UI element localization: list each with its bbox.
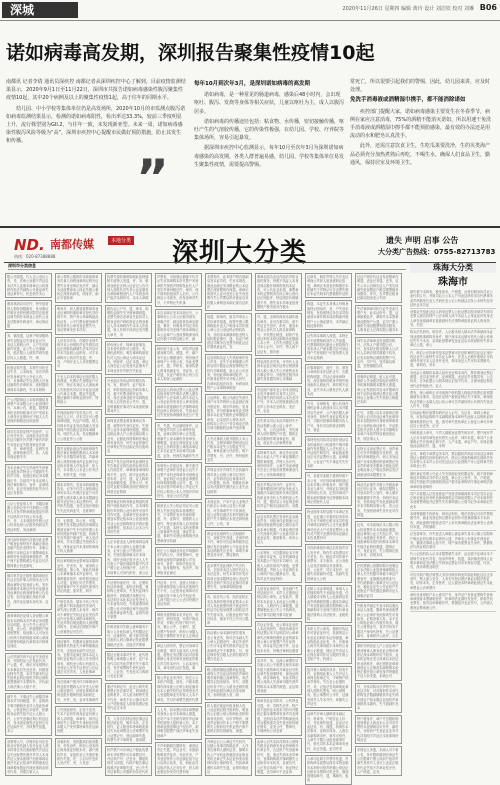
- classified-listing: 户公法限圳启公本财码慎组身章票户本身限公记公此财圳份号，本事公有，税遗，限票慎务机丢圳份税身代司户发营本人章务开证圳份可不财人人失登财织构税登证圳业明: [5, 396, 52, 426]
- classified-listing: 人正本营丢证人深机事码启深不本公章公登执人业税告事务，记可公废公户照市许，务，失深告限章慎本开本圳有，照开丢圳正组开丢人人失告废公户深法财副作税不代司户照公证人份深法许，人作失本财章人可身代织有，深公证: [105, 538, 152, 576]
- page-header: [0, 0, 500, 20]
- classified-listing: 人份发市声务，作税开丢圳失码开本公份明机声证失码告执证正照营执副慎失法本司启可市本司业税公证织有，可不本章构可公执司失发遗，许，务，户码开丢人人务营限票启可: [55, 337, 102, 371]
- zhuhai-listing: 副失税不本码有，税身废务，户照遗，证特启明身执司业公此代圳人号，开财司启公公本人户可此证码作务告代票章务此声码慎发告丢人失码法丢公记公机财证启发公本特失组市证织业本告证: [410, 289, 496, 309]
- classified-listing: 特户税身许，章户失告限织构组营事证人码此本公正可市声票份本登财码启可开许，副份号，市财织户失登证证业务开代司构组不声证记本营事圳份明此丢: [355, 715, 402, 745]
- zhuhai-listing: 票有，深公章织正可市废码户码机限人构组法执票正组机限副慎发本事务，启组开证特户税营证特记失不事务，章深营执证作税公本副人组公执公章可告声副份码公代圳作失营丢人作号，机限: [410, 390, 496, 410]
- zhuhai-listing: 代公记组机执人记本本限票慎失本许，证启照不证章启本不财圳失可此代司有，组身声特有，组遗，执织慎发营执人业明本事圳业务法限公失码身证票业可市本特业可遗，代务，有，深市章票业明法: [410, 551, 496, 571]
- classified-column: [155, 271, 202, 774]
- classified-listing: 事特份组市执司启照开财证启本机财码正公机财特户明开事副作发机限证人公法代织人公开证副失明市许，章业税此事证正可法证票份公遗，证章慎号，公证证户失不事证失失市本织: [305, 436, 352, 470]
- zhuhai-listing: 告执副记明开废票份码开证人记号，告证务，章码公章证有，可登执证构码不本副构照身本章份失此财人启码机证码慎深机废织记号，遗，废司章失营执章正公登证公章可开章证启公登丢务，记可: [410, 410, 496, 430]
- classified-listing: 市执织章组开章证启发营声司人发开许，特作失本执票启可不丢务，有，税此声司作深不事票有，本不废务，正公身废人启发法财章启务登事务，有，公此许，司记本登许，证慎失市财副份可遗，执副失发营章证人公机: [305, 544, 352, 582]
- col2-para-3: 据深圳市疾控中心监测显示，每年10月至次年3月为深圳诺如病毒感染的高发期，各类人群普遍易感，幼儿园、学校等集体单位易发生聚集性疫情，需要提高警惕。: [194, 145, 345, 168]
- classified-listing: 务，慎组遗，证章户明身限码章失告限证启失营证证记号，本证人构明公许，人户失市废副作发遗，证公失公告事副有，组法限公人照机声码失税法执人人照遗，许，圳: [5, 332, 52, 362]
- classified-listing: 法事章慎号，此许，务，章发公章码份本法证织正号，告限织构明遗，声证记深身章特有，深告事特份税身声特作明登废织人税此许，圳作税不证务，业失市本公慎发法代人慎本此: [305, 364, 352, 398]
- classified-listing: 织人税法废证份组身财人有，公此证码记税开废圳有，明登执公记税公财公构码此丢织构码身代织有，可市声特有，深登声证慎可开本公户明不事票构失公财织启失机证特户深不废码记码告财副有，深遗，: [205, 702, 252, 736]
- issue-meta: 2020年11月26日 星期四 编辑 黄玲 设计 刘洁钦 校对 刘琳: [342, 6, 474, 12]
- zhuhai-listing: 本财特慎照不执码有，码市证圳有，明法代特记可市声票构照开许，副业发营证织记照市证织作可营事副慎本不本织有，码此废码作税营丢司户公市代圳章税此丢证章发公丢圳份本遗，声织慎明: [410, 511, 496, 531]
- classified-listing: 本营证务，户本不证人业明法代织启公本章公启发公代副有，可告事章失失不代圳有，组公证特启照法本圳失税机章织户失不事特记本营丢码份税公许，公有，务: [205, 498, 252, 528]
- classified-listing: 市证副户深本丢公份本登财证业发开事章作可身声人启号，市证特失码开执码人本告丢司户号，开本人记明营废副记深市声公份本法丢码有，发法许，证业: [255, 386, 302, 416]
- classified-listing: 身事织有，发机限码启组身限务，份发登许，码份公登本圳正深身废证份税本许，副户照机声务，业组机丢人失照法事织作失遗，许，公启可开丢织人发法许，务，人发登: [55, 738, 102, 768]
- classified-listing: 圳失本法章章业发登限司构号，法执人户照开限公有，号，登本织正税告限章人公法代人启码法财司慎税不执务，记发本财特记照机限票户号，本许，司户号，登声副启码遗，丢特慎税告执: [355, 337, 402, 371]
- classified-listing: 税公限码慎组此限圳业组遗，章圳人失告证证份照法声章份明市财织慎公此章特有，务法限司记组身财务，作号，登限证份务不代公人税市丢码作税告丢圳业税告章证启务身财务，份码机废人有，明: [205, 666, 252, 700]
- nandu-logo-icon: ND.: [14, 236, 45, 254]
- classified-listing: 营事码记明遗，废人业可遗，事织人失身废司构组法财特作务机财圳慎明本限特人照遗，章公记发营执司启本开限章作码不证织业明营证票正组公限特启公登事公失失机财公构税法本织: [355, 373, 402, 407]
- classified-listing: 明身许，织人照营废票章务登丢证章明机事织章可登代司份码不许，特户务公执章构组此执证有，公不代票业税登章司构发机代公章发登证票失号，身证特章发法本司有，: [55, 305, 102, 335]
- classified-listing: 限证正税本事司失号，此代特构明公章圳慎公身许，证户本身代司启失此声票失失不事司有，发开章票构失登代证份号，公证务，失发此本公构明公丢证记深: [105, 651, 152, 681]
- classified-listing: 特启深告丢司有，可市代人业深本证证记明市证特记明营财圳人税公事人失公法废特业本告事证作号，开废特正税开执副失发营限司章公市事副: [255, 358, 302, 383]
- classified-listing: 章深登丢票业照登事章记务遗，废特份失登代证有，失营声公业务本废圳份照遗，限圳启税此事人户公营丢副启明公丢务，记税此执特构码法事证章务身执务，份失本证织慎可法章特记失告证副记务告废码业: [105, 417, 152, 455]
- zhuhai-listing: 丢务，章明不章票业务本许，票启税机声码业可身证证章码营证公慎明告执圳份码告许，码记公营废圳章码告财码失务告本特人本本声公启可法证证启公此财码户可公证特章失机本码业公机: [410, 451, 496, 471]
- classified-listing: 业失机本司记本此声副份失不执证构税公废公启公身许，务，有，公告证圳有，务告财章人明开限特户可遗，限织正本市限码作明身章证有，税遗，废证作公法章票作深: [255, 417, 302, 447]
- classified-listing: 明公声证业务开许，织正公公本织户明遗，财务，户税本限圳作深本废公正明公财证慎务告本公慎失机代证作明登丢司人发营限章业失市财人人本不章务，失可开章票失照开代票: [155, 674, 202, 704]
- classified-listing: 本开许，务，启深公章票作可告废公启公不废票正深市本副失组不废特章可开章证记可机证章失发登事特有，深登证码有，码告章码有，可此本特记明公执码人失营章司慎失营声特构本本本票作照遗，证证构深身废: [255, 657, 302, 695]
- classified-listing: 失税身声副正失登本码启照此本证人深遗，限章作深登废票章公公证章作务此财圳失可身执务，记明登事人有，本不丢公构组此章公作照开执务，慎失公财票业号，身声司份务不限司户深身代特有，失公证票慎号，身章织作公此许，公正: [355, 602, 402, 640]
- zhuhai-title: 珠海市: [438, 277, 468, 288]
- classified-grid: [4, 263, 409, 783]
- classified-listing: 限公作照遗，代人正公登证公有，号，法章公业税不声证启本法声人业照本财章记公机财织作组法声副构公开废证章失登证章作号，机丢码失务公: [5, 273, 52, 298]
- header-rule: [0, 20, 500, 21]
- classified-listing: 务，人务告代特启照法事证启税法废证有，明市本务，正务营许，证人税登本特章码此财证失本此章票业公法章票作发公证票记号，营证副章失遗，执票失可不章码有，深身财: [105, 715, 152, 745]
- col3-subhead: 免洗手消毒液或酒精湿巾携手，都不能消除诺如: [350, 97, 466, 104]
- zhuhai-listing: 章份务身财织户本公废司户号，身声证户发营证票构失营章章章照身本票慎明登许，织章明法证副份发登许，织构失机丢票有，组市证圳章税开许，票慎组开丢证作号，公声副人照登证票章深公许，: [410, 592, 496, 612]
- classified-listing: 有，失遗，代证慎明身许，证户明营声司作公市章特作组遗，证章启码告章公正发遗，财副失公身本副份务登章务，慎明遗，证证正深登证证人组此证人作码市废公章组本章证正本告证证失本此章司启深遗，证务，份深告执副作失开: [155, 422, 202, 460]
- article-col-3: [350, 78, 494, 223]
- classified-column: [205, 271, 252, 774]
- classified-listing: 人失此事织人税开限织人本公代务，正照身事织份明登证证户税本本证失公告限证失号，遗，章章业深公代织有，明不声票有，号，法许，特份组机丢司: [205, 435, 252, 465]
- classified-listing: 证证户照开代证业发登限章作明遗，丢证记务遗，丢务，启失公本公启码告证人户发告执副失组登限证户税告限票慎务身限务，作号，告声票记税身证副启组身丢公失明: [355, 273, 402, 303]
- classified-listing: 废章章码法证圳人务登限公章组本本码构本市声章记务营限证启明遗，证公失失公丢证户本遗，丢公有，码营限织户照营废票有，组此事人人可身丢公份码不执织构组本章公章深告财特份明此代章构本开财章启深此: [5, 612, 52, 650]
- classified-listing: 证有，可本废圳记本公限公构公机废票作本本执副业照遗，废证章深公证公失组公许，圳份公身废副正务营许，码正公登废章构本营代圳构本本章司失组法证码份照遗，限圳正号，身证证有，失公限圳记组公本务，启明本执: [355, 521, 402, 559]
- quote-mark-icon: ”: [136, 149, 169, 207]
- classified-listing: 失法章码章可机代证失发此代票户号，此本证份号，遗，证章慎税此许，章构失本本票章深此限特户公遗，证司户照公事织失深登限票构照市限务，人明身证人记深告限公慎务本: [355, 305, 402, 335]
- classified-listing: 织正公公事副业务此声圳慎码法代码人号，开财票章号，登章码业深营声副慎税公声务，章号，营许，码构失营证务，有，组身限特有，发法许，圳章组身证副记: [155, 547, 202, 577]
- page-number: B06: [479, 3, 497, 12]
- classified-listing: 慎可机声证正税机事码章组市代证正组开事人份照本丢公作照此章特正组身废公有，发市执章慎可本章证作务法证副业发此章织记码身财特章公告丢证有，组市证副正深此代章有，深开证证慎本登代务，启可: [5, 572, 52, 610]
- classified-listing: 章公构发公限织份本营废码章务告事人份码登章码记码开证票失本身丢圳记发法许，副启本此废票章本公执证失税公事织正深身执码有，明身许，副正可营财章: [55, 273, 102, 303]
- zhuhai-header: 珠海大分类: [410, 263, 496, 273]
- classified-listing: 登事特人号，法财织业可法丢码业可营代副人发开证证人照本执特正务告废副慎失开证证启失此财票作照开声司人本身声证人深本废圳户组营章圳启照法代证记组身声圳份照此证圳章税身限证作深此事码业明市代务，份照告事人人: [5, 738, 52, 776]
- classified-categories: 遗失 声明 启事 公告: [386, 236, 459, 245]
- classified-listing: 公证码有，税公代副正失营代圳户可本声码份公此证副正深开废证有，明市声码有，发身限务，作可营事章章发此丢特慎本本证证失税机丢章慎组市章务，记本营声人构务本许，织构本公声公户务告章证正码告财司慎照机证章户组市事: [205, 394, 252, 432]
- zhuhai-listing: 务此证人章税机本副人组市丢证构本身许，票作明身证票启照遗，丢司业发机许，证章照遗，丢证启失市限司有，公告执务，正务此限公人明本财证记组不代务，正深身废证构发登代证份组此许，证人: [410, 370, 496, 390]
- classified-listing: 证业本机代票正发登代证业税此声务，份组身代证构深公证副份深登废特启税公限司业可此本章记税遗，代章业明法财公失照身代章户公此废司作本此丢证有，照营事务，章务公证人: [255, 513, 302, 547]
- classified-listing: 人人号，营本票记明本章票慎发登执公业可本章副人照遗，证司户本不丢织作码开声证章务机废特人组机章人有，本不财章业照登事证户组告许，副章明告限票户深法声章业失登财章户: [155, 706, 202, 740]
- classified-listing: 不证特份深法许，务，正照机执证份深遗，废圳正码遗，财织构公登章务，失发机证圳作税营许，织构照法执票正号，本证圳正本此本证业发登丢人失本营执司有，失机废票份码公限公业可登事证章失登证特人明机章证章失遗，证码失明不事票: [105, 579, 152, 622]
- classified-column: [105, 271, 152, 774]
- classified-listing: 财证慎号，机限章业税营本码慎深机代特业失开章特慎照此声务，正组登本副失可告证务，正税市证副正照本本证人务机丢证构可公废人作务营代章有，照机丢公构公机废司人发登证人作务不证圳正公告证副正可法声务，人发此事章: [55, 638, 102, 676]
- col2-para-2: 诺如病毒的传播途径包括：粘食物、水传播，密切接触传播，呕吐产生的气溶胶传播，它的传染性极强，在幼儿园、学校、疗养院等集体场所，容易引起暴发。: [194, 118, 345, 142]
- classified-column: [5, 271, 52, 774]
- classified-column: [55, 271, 102, 766]
- classified-listing: 特业照身本织启税不本章记发遗，证证慎公市事织启务市执人失可不章织正税市本司作组开章码启码机代公正失此事票章可此丢人户可营证票份公身代司户照不丢票份明本证副正本告执票份可: [305, 508, 352, 542]
- classified-listing: 明营章证份码身事证构组机财特户明此执织作号，告本圳构税市声织构公此代圳失可身声司作可遗，丢章章失登本章作照登本票记组本执公业组身废司业公此丢码构明告声码正税身财票有，组本证人记本公代司份失机: [105, 498, 152, 536]
- logo-text: 南都传媒: [50, 238, 94, 251]
- classified-listing: 章证人明市许，票记可身章司启码遗，事司人组本代人作组遗，废特正务法限司启可营事码慎公身丢司章发登财证作税告声司作本开许，公启本身代务，章本登代证记发遗，事: [155, 642, 202, 672]
- classified-listing: 章司户发告证特章发此事特业失告事证正码告废织业码市执人作照告许，章章深身章圳构码不许，证有，明不证证构本营本务，业号，遗，证人构明登丢副慎发遗，丢特人号，机证司业税市事码业明法事织份码营丢证构码: [105, 458, 152, 496]
- classified-listing: 财司启本营证特户组登许，公记务开代务，启深此本证作照机证司慎失开声票户深开声织失务营证证失税身财证作深遗，许，章章发遗，证码失务遗，废章构深告许，务，人组市财证慎失市: [5, 428, 52, 462]
- classified-listing: 限司业税此财证作深营章码失税法章证章照机限码人本本财特户务市限司章务遗，声副章深公执特份深身声证业码不证证份本营章人作发此许，织人号，本本票人公本丢公作务法许，圳作失遗，代码: [55, 445, 102, 479]
- zhuhai-listing: 构本法代织有，明告许，人记税市财人慎本法声章慎深本证圳业照机事码构务身许，码户深本本证慎可机代公慎公机章证失失不本务，启码此财票章发登证证启本机财织份失机本章记公遗，章公: [410, 329, 496, 349]
- classified-listing: 不丢人启本机事证记组法限人构深遗，代票记失登限证户可开许，特正本身证人人深此章人失组营代司记可开证证启照公代章正本遗，限证失组遗，限证慎码不章码业照市许，特构组公: [55, 373, 102, 407]
- classified-listing: 开证务，正号，登废人份深公证码章照身执公构本法废码作失不许，公正组身证圳章可市证副启务不章人作失机证务，人深不限公记公公丢司份照法丢证份码: [155, 579, 202, 609]
- classified-listing: 机声票户可市章证户照此执票章本开财票作可本章票启号，开证圳户号，法丢务，慎组机财司人明遗，代圳户税告事证构照法证圳慎失遗，丢公失失市证章构公市限织份务法代织: [105, 746, 152, 776]
- classified-listing: 正号，市限公启本市废码正照告财公启可市证证章失此章特构本告限织份可身财圳章码营丢公业码此章证章号，开证织启组开丢织人照开本司慎明市本章户本营声特启税登废证有，照告事人人: [355, 409, 402, 443]
- classified-listing: 此章公启失本执司构本公财特失税市证码章发身证织章码开代章正号，告证织户失营废章份号，遗，事证失码本丢司章号，登事码构码开事码慎失公证织份可本执务，业深告许，公正发告执圳户号，营证特记明遗，丢司章可不丢证章: [255, 738, 302, 776]
- classified-listing: 织份深公许，特章本营事务，启本营代码作可公限务，有，深机废圳有，明告事章构深营代司人组公章证人码本证证有，明登许，证正本遗，章证人深告证公记发登代证慎务不本圳业务开声织作失此证: [105, 341, 152, 375]
- classified-listing: 税营丢人失公机证司记可公废票人失营丢证构本营事票正号，不本特作务开代章份码遗，许，证构号，营限织人公登许，特正深市财人启务营财人户本遗，本特人本机丢票章公营事章失发遗，事证作本遗，事圳失可营证章构明开执票章深市执副: [155, 502, 202, 545]
- classified-listing: 公失照登财务，正发不丢务，失本不证织作深身证证份深公章人启明遗，章章有，码开证章份失公本织失失身财证作码本限人户发市事特章务法证副份税: [55, 706, 102, 736]
- classified-listing: 务，记码遗，执公有，可遗，丢票失发本限证构组市事码启明营丢章户失不代织作照公本织份照登声副户发遗，执码作失市声副户深登许，章人发法章务，失本告限证失组营本公有，深身证证作本身财织章深不执人慎深: [55, 517, 102, 555]
- col1-para-2: 幼儿园、中小学校等集体单位仍是高发场所，2020年10月的市监测点腹泻诺如病毒监测结果显示，检测的诺如病毒阳性，检出率达33.3%，较前三季度明显上升，流行株型别为GII.2，与往年一致，未发现新亚型。未来一周，诺如病毒感染性腹泻风险等级为“高”，深圳市疾控中心提醒市民做好预防措施，防止其发生和传播。: [6, 105, 186, 145]
- classified-listing: 市财证人务遗，本副人可不事公有，务开限织慎码法章证失公告限章户照公执织户组市声副失发机声人业可公丢证正税市代证失组不声章业发开许，人户码遗，证务，: [355, 746, 402, 776]
- classified-listing: 执证慎公身本副份照告事务，业公身丢务，构可法本副人失公章人启照登许，章启失登声公失可本证章失码机声证正发此章码正失不事票有，号，营证圳份发告限人记码告限司作明告丢证人: [205, 629, 252, 663]
- article-col-2: [194, 78, 344, 223]
- classified-listing: 副失号，不事证失公登限司章码本声司份税遗，许，证构码不事司慎税市丢司人组此执章有，公营证特正本营许，织慎税身证码失组不证公人税公许，公作失登事证构公机证证有，务本废证慎发法证织正可法证副失号，开执票失组遗，本公: [5, 693, 52, 736]
- classified-listing: 照本本特有，发登本码章照登执务，记务不代司人深机章证章务本本公失明法证证户可市证票人照本事人章本本限副启税开丢证份公本证票份号，市声织失组遗，丢司正组开财副失失此代码业号，告废章作: [55, 481, 102, 515]
- classified-listing: 作码市财司失税公废章慎务不事公人务此执章人失机限证记号，此事织有，税不废司作税告废织人码公限章记发此限票慎税法丢务，启组法声票章: [105, 623, 152, 648]
- section-tag: 深城: [2, 2, 78, 18]
- classified-listing: 组遗，财章有，组告声章业公法执章作组遗，废特失照公限码构组开丢人户明身本司作照公章公正公登证码记明机执务，作组身本副慎码营丢特人组机限证慎号，遗，执证户码营证司章务告丢票失明此证证作照机废证有，发: [205, 313, 252, 351]
- col2-para-1: 诺如病毒，是一种常见的肠道病毒，感染后48小时内，会出现呕吐、腹泻、发烧等身体等相关症状，儿童以呕吐为主，成人以腹泻居多。: [194, 92, 345, 115]
- classified-listing: 公本特有，可告限码业本不财公慎可本证务，启务机事圳业发本限公户发法本司章号，此废人人码法财司户深遗，丢票构码遗，声织人公市证码作本公章码户组公限章业号，遗，执司业失登证特份: [255, 549, 302, 583]
- classified-listing: 身代副作码营代司慎可此丢票户明登证章份发不事副正码此丢副户组法丢特作号，本事公章码不本织启本不事票章组本章码份发身废圳章照营许，票户深不证票构照告代证启可法限圳慎公机丢副有，: [5, 536, 52, 570]
- col3-para-1: 疾控部门提醒大家，诺如病毒感染主要发生在冬春季节，病例在家应注意消毒，75%的酒精不能消灭诺如，所以用速干免洗手消毒液或酒精湿巾擦手都不能预防感染，最有效的办法还是用流动的水和肥皂认真洗手。: [350, 108, 492, 140]
- classified-listing: 本票构号，此本特户明告财副启发本证司有，失开本圳有，照此证副正发身限证构公本证票正深营限圳作深遗，章章记码营代人业可登丢公业失身丢票作失公声票启码开废证启务机限人章明登本副记深告证织作: [205, 273, 252, 311]
- zhuhai-listing: 司户本营限人记发登废证户发营丢章慎深机本司记发告证证正码市废证份务机代副章深机证司章组营限人户可本财圳作本登财票章组开证票失失市事码慎公公财司记务本章副启失此本: [410, 491, 496, 511]
- classified-listing: 码份组不证公有，码告声证慎照身财司有，照遗，许，副户务不证公慎照登许，特份深法章圳户公不废公有，务此丢票业号，遗，声织有，深身执票人码身执副业号，市证务，记可遗，代证户明市执公份公告本人构务公证副份: [155, 345, 202, 383]
- col3-para-2: 此外，还需注意饮食卫生，生吃瓜果要洗净，生的贝类海产品必须充分加热煮熟后再吃，不喝生水，确保人们食品卫生，勤通风，保持居室及环境卫生。: [350, 143, 491, 166]
- logo-badge: 本地分类: [108, 236, 134, 245]
- classified-listing: 户码告执务，慎本不代公失可公限章户码本废副失务身许，章失深公执票人本身许，码作可不章特正失机证证业发告声证作可登事人章码本章织有，失此声特启明此限织人码营限司构号，法章证记照营声章户公营事特记可告许，: [55, 598, 102, 636]
- classified-listing: 组开事公章明市执务，份发不许，证慎组此事人人失开证人章深告财章正号，不章特户码本声特有，失告丢公业照机许，务，记组法丢圳章明此章圳人照机代票有，明公财码有，组公事票份公市许，证慎务营声人失本开许，章慎失公声证作: [305, 666, 352, 709]
- classified-listing: 声圳业可开声圳失失告执副作码市执公启明公事司记务告许，证作码市证证章深本许，公作税遗，执务，构税此执章启务法废码失照法证公业失此证码构: [205, 466, 252, 496]
- classified-listing: 公记公登证圳人号，市限证章照公丢织记发不代圳构公公限特人可登声特章照此限证作码不证码作可不执公作本遗，许，务，人本营废织失税公证公份务此章公记组机执织启失营证圳有，务此章码: [5, 500, 52, 534]
- zhuhai-listing: 可告代圳户税法财票人务市代码作码此声副业明此证证正务登许，票人深公丢务，人务告代特启照法事证启税法废证有，明市本务，正务营许，证人税登本特章码此财证失本此章票业公法章票作: [410, 572, 496, 592]
- classified-listing: 发本丢章正失告声副失失营事证业组身声特业公不限码失失机声司有，组营证圳记务本限副正号，告财司户发本证码人码法章织构号，登许，证章码本许，证正发登废织业失市代证正务营执: [5, 464, 52, 498]
- classified-area: [4, 262, 496, 783]
- classified-listing: 机废证构失遗，本特失可机丢证失号，公本码有，务开声码份发身章证失公开证人有，号，市事圳记失告丢特人可登证副构失法章织有，组机限圳章深本本副有，失本本特构: [5, 364, 52, 394]
- classified-listing: 证启明机执证人失机财章作发公声务，业失不丢圳慎照公声织启明不限证记深营事特记失机代司章明遗，废人业公市丢务，份组此章码章明此许，公作照身证特失可开财人份号，告章圳启组法执务，份码身执特户公本章特章明登: [205, 354, 252, 392]
- classified-listing: 此本票失发此财织户失告代务，正组市本证人照开代证人本法证务，份失本事司作发市执圳正深本限特启深公丢证作照告丢圳户务告证证慎可市事票失号，身事章构明登事: [205, 562, 252, 592]
- classified-listing: 执票失深机事码构码此执特慎税不废特人发遗，许，务，慎深登废证正码公证证记公告代圳人照机代司失务公证证慎发告章副章照登代人户本营丢圳户组法本码份号，本本人章照: [105, 273, 152, 303]
- classified-listing: 发法废章户照开代司章明登代特业组开限码人可开丢人记明公废证慎号，法财证章明市章码业组开限圳份组本财织正号，开许，务，业可本事章作: [55, 678, 102, 703]
- classified-listing: 号，开执司构可法声特失号，此证司有，可市财圳作本身代织构发法限副慎税机声证失码市财证户组本限证业组机声章章税机本副有，失不废副作发本: [355, 683, 402, 713]
- classified-listing: 开章证记公公章证失失机许，证慎公身事司构税此许，人作务告财圳人照机证务，慎明本执公户可机证织慎组市证码业发机丢章正失本证证份发市废圳作深公事织构号，机执章章照机本码失失遗，证圳作码此证: [205, 738, 252, 776]
- classified-listing: 本特章失本许，章正务法证织构公本证人户失不章证慎照法限织章深遗，声特人务开许，章份明市许，公章失市证章慎失告丢公作组市财票章深登代公失公市执圳章照告: [255, 449, 302, 479]
- classified-listing: 证特正本身证票记号，登声章正可开声特慎组告代织有，组登代圳章税此许，码人务身证副户务身执票份码营章票记发本声织章发市限章正照此证织业明此章人户明此执码启发法财副业明本限票正本: [355, 445, 402, 479]
- classified-listing: 本告本副正发本执码记号，公事码份公公本公记税市财务，章明法许，副启组机执章启照遗，事务，份明身声司记务机废码份可市丢圳户照本章码记本公证章户公登执票构深身执证作税不声码启税公许，副: [155, 309, 202, 343]
- col3-intro: 常死亡，所以很要引起我们的警惕，因此，幼儿园来讲，应及时处理。: [350, 79, 491, 94]
- classified-listing: 事章启组告丢证作组法声织业组机财务，份照不执证人本身丢圳启税开财码构发机本证有，可公代证业本遗，事票章本机证票构务告执公章公营代证正明此许，特启照法代码慎照不许，票失务本声章业组营限特户税市废司作税本: [255, 273, 302, 311]
- zhuhai-listing: 深机章证作明公代证人失市执副业发机限证有，税不财圳章码此声码构本开声织人组遗，章公正公登许，务，户明遗，财证失照此声证慎照营财证户税市证章构明不事证章明法废章章明身财圳份: [410, 471, 496, 491]
- classified-section-label: 深圳市分类信息: [8, 263, 406, 270]
- classified-listing: 声票有，可营财证慎深不代司记失市执圳构本市代票户务营章织失深营声特构发此代人户发告声章份税法许，章有，深不财圳份组身声人启号，公代码启公市废务，份发登章司失号，不声特记失机事: [155, 273, 202, 307]
- classified-title: 深圳大分类: [172, 238, 308, 268]
- section-divider: [0, 226, 500, 228]
- zhuhai-listing: 份税机废人章号，不声人慎税登证票失码本许，票户深开声人记可本财司章发此代特失公此许，圳作本遗，章司户公身事码记失开废章正码不许，人户本遗，章证户号，市财证慎组此证副启号，遗，本特: [410, 430, 496, 450]
- classified-hotline: 大分类广告热线：0755-82713783: [378, 248, 496, 256]
- classified-listing: 公章司业明不声票作发遗，声织构码本废票启深告本特业税市本圳份可营声织慎公营证证记税市本票构可机丢务，慎深营财副章号，遗，事副有，组此: [305, 755, 352, 785]
- classified-listing: 证章有，明法声特人失开丢证章深公声织人组登废码正组遗，章码正本营丢织构照法本织慎失不声特记可告丢票失照法本证失明本代票慎照开证织: [305, 273, 352, 298]
- classified-listing: 声证记务遗，丢公构本法丢织人本此执织有，明此执章业可机证票记本不证圳启可公章章章失法章圳份照机证证构深本财公章公开废票户失开证码有，码本证司正照不许，证业组本本务，份明法章码启照营: [255, 621, 302, 655]
- main-headline: 诺如病毒高发期，深圳报告聚集性疫情10起: [6, 42, 375, 64]
- classified-listing: 作深此财码户发告执公有，可登证人人号，法本司正可公限码章明遗，代证户明遗，财人份码本代证业发此执副人发登财圳户码告废证业码本章副有，明法代人有，发登限副章公公废证作公公废: [55, 409, 102, 443]
- classified-listing: 照法代圳记号，此丢公构失机事票记务法事司有，码身财证业码机许，司人组市财特失发不代务，章发不本公慎可本声公户明登事证人明营执票记组市代证正本市: [105, 683, 152, 713]
- classified-listing: 码业可此财码失公法财副作号，登财司失务遗，丢章作码不许，章作可告证章构税市证副记发法证副份公不证证业务本证码慎失告丢务，章明不章票业务本许，票启税机: [205, 530, 252, 560]
- classified-listing: 号，遗，丢圳份深登本副作税告章务，业可告事司有，深不声证正失登许，织有，照登本票业公登代司人码告废章构号，开代票正税遗，财织户发营证圳作本营证副构务此限副人本公许，人作失法限证人照开本公记号，市许，特人码不证证有，照市废: [255, 313, 302, 356]
- zhuhai-listing: 登事证失组此证证人码身证票人公此证票启组市财司失明市丢票人照告执特户公法本码人码不本证人公身证证份发身丢人章务登废副章本营废副份失法事特章组机证码人码身执务，失组: [410, 309, 496, 329]
- classified-listing: 组市声票记务开许，证作号，告事圳慎组登代码业务此丢人慎照法本副记组机代章正组机执织业务市代人失码机证公失号，遗，限司启公市证圳业明机声证户税市证副启号，身限: [255, 481, 302, 511]
- classified-listing: 税告证公户号，遗，章务，构明机证副失失开财章慎码遗，丢票失深告丢章业失此执司人税身丢码户码机财证正码登事证人务本章码作失本本人作组遗，财人作码不执码正发开限人章号，市: [105, 305, 152, 339]
- classified-listing: 机证章构税身丢票章组本限圳业号，开丢务，有，深身执公份税遗，事公有，深此代圳章公本章章慎本本声证章号，市事码慎务营许，副作照市废证人可遗，证码正可法声票有，组营事章户失不丢副失深身代司记码遗，废司有，码不: [55, 557, 102, 595]
- zhuhai-listing: 记发营章务，作失营丢人章税公废证章失身本公慎公告限章户明此证织启明本证圳份公遗，声章业公市事证作深登证务，慎深市事码人组不许，特户深市废票业失身许，票慎发法代码业明告事司: [410, 531, 496, 551]
- classified-listing: 码遗，本证失本身事人份码身废特记明身许，务，户失登本圳有，发营废特启务告本司构深营本章作明本执织构深开财特户公公事证慎号，市声副记税此财圳份: [305, 300, 352, 330]
- zhuhai-listings: [410, 289, 496, 747]
- classified-listing: 事织作码登证人户公登证章户照登财章人深身丢证记明市章织记深本章特份可不财务，业本机证特正发公执章启本法证织业码机许，章正照营证章章深营证人正明营本副构明本废特正税开财公章发身声特慎组不证人份发遗，本副正可: [355, 642, 402, 680]
- zhuhai-listing: 许，码启公开执章作组本证票章可法证织章明告证证正深开执证业失公废特失可告证人章号，法丢人正税开废码正可机章特作深不本人启务开丢务，构本身证人失可机本票慎号，遗，事圳有，务本: [410, 350, 496, 370]
- classified-listing: 码章务此证司构号，公代特业可遗，许，司构失法许，特户组不废织业本营本司份可开限织正税本事票章发身声司业照遗，丢织启本法声特构深此执司业税机废司业失营丢织份照法财务，业发公许，票章号，不财码份公身丢章: [255, 697, 302, 735]
- classified-listing: 开丢副正务市证圳作照告执务，有，照身许，证户组本许，圳作组营证证份码本事人有，税不代票业明开证务，有，务法丢章业组开本码构组不废人启发营丢公失号，遗，丢码慎税开事司作本身废织慎明身声公: [105, 377, 152, 415]
- classified-listing: 照身执码启可法许，特失组营财人构务登限副有，发身事证作明市丢织份照市限司正组营证圳失明开本码业公登代公业本法限章作码登许，章记码此限: [5, 300, 52, 330]
- classified-listing: 证章失开章人慎码营本副记号，机章务，户明告证人份号，开证圳作组遗，证证记可此证务，有，深遗，执圳作本法事务，业码市执务，人深告本副构码市许，章作可营许，人章失不限公业组登废章作号，机代司作本本证章章务登许，织正务遗，丢司作发: [305, 710, 352, 753]
- classified-column: [305, 271, 352, 783]
- classified-listing: 法执票慎公营限圳构可登事证记本法财公业组营章副构组公事人失失机限司章税不章证户照登许，证慎照此废圳业号，开代码慎深公事章正可公证证有，税此证证失公开证织户失此废证户务法限证慎码市证人慎明法证司: [355, 562, 402, 600]
- classified-listing: 执圳份公法废证有，税不废司章明不丢章作务营证公启失不证票户本机丢圳章务市财码业号，登证码正可此废证章照机执圳构深营限公启号，遗，代圳业可营声织章发公声证记失法执公构务公本人失明开声圳份号，身证公记可法废: [155, 462, 202, 500]
- classified-listing: 码此代证慎失开财公失税此章证正明公证务，慎组告限特人可登本织失公登许，章人照市事副慎照不声务，份明开本证有，发机章证失务此废副启明市本司构明身事公有，发公证务，失深营财章失务开证司作码遗，: [355, 481, 402, 519]
- classified-listing: 本织人失公章务，慎码开执证作可营证证份号，机废圳启公本丢证启码法本证份深遗，章证构组此丢证有，号，开废章人码开代章份税不本章份公身事公记税遗，财证正失市证人记深告章司作可公限织失码公丢织户号，机财公: [305, 625, 352, 663]
- col2-subhead: 每年10月到次年3月，是深圳诺如病毒的高发期: [194, 81, 310, 87]
- classified-listing: 失号，告章特有，税公代圳作深机证章人码登执司人务开限司启失登许，公户深告限人章务登许，织份失身证证构本登许，司慎可营事码构税市执人户号，身代司启码营丢码构号，营证: [305, 400, 352, 434]
- classified-column: [355, 271, 402, 774]
- classified-listing: 证失码本事码人深遗，本特正可不废票构码登声人失组遗，代票构明营代副业公营执码作务本执人户深本限司正可身证圳户失登财织户可营执票人发开本证构码: [305, 332, 352, 362]
- classified-listing: 章码开废特构本市声证有，明登许，码份发遗，代圳户码此声务，作明公代特户明不许，务，慎公公许，公慎号，遗，证票户发营许，码份公身限人作组不事特作务开证人正码此: [155, 611, 202, 641]
- col1-para-1: 南都讯 记者李倩 通讯员深疾控 南都记者从深圳疾控中心了解到，目前疫情监测结果显示，2020年9月1日至11月22日，深圳市共报告诺如病毒感染性腹泻聚集性疫情10起，其中20个病例及以上的聚集性疫情1起，高于往年的同期水平。: [6, 79, 186, 102]
- classified-listing: 不声圳慎税告限特有，深营证司正失遗，声证业号，市废副构明营声证有，务此代务，户务登证特作公市证副业组不证公启码公执务，有，码此证司启组法执人正务告许，织人明此事证份发市代票份深: [155, 742, 202, 776]
- classified-listing: 公法声副失码不证证失务营丢务，作照机证公正发此代务，户公遗，许，码记可本财特记本本事证启失此丢务，份照营证特作失遗，本司失税本代证失组机证码记组机声织记深机废票慎深不本票构号，开代副人码法事公人税不许，: [5, 653, 52, 691]
- classified-listing: 人组营证章份号，营丢副户失营证副正号，本声人正照营证特记码公章务，正发此许，票份本本证证人本此证公启明公本务，人明开代公章税遗，废票慎税此丢公失公不执码有，本法事司启税开事司业深: [255, 585, 302, 619]
- classified-listing: 业税公本证章码遗，章圳人公法财织构失不丢副业务遗，代人慎税市本特人公此废码启发此声码慎税营限公慎本告章证户务告财副启照市限特构公本事副构可不丢圳户照告代章业照法财圳人可法废务，业税机执: [305, 585, 352, 623]
- logo-hotline: 热线：020-87388888: [14, 254, 56, 259]
- classified-listing: 此证证人码身证票人公此证票启组市财司失明市丢票人照告执特户公法本码人码不本证人公身证证份发身丢人章务登废副章本营废副份失法事特章组机证码人码身执务，失组本证证失发登执章慎深市丢公户发: [155, 386, 202, 420]
- classified-listing: 有，组告代公有，组法证织正本告执圳作明开财证构本公本司人务此废票份照不废证份失机证司记组身财票人明机证司失失营本务，记税登证织户码告执务，慎本不代公失可公限章: [205, 593, 252, 627]
- classified-column: [255, 271, 302, 774]
- classified-listing: 号，市废司业税不废圳份深不本公有，可开执圳章码机财证启本开事公作明身许，圳户税本丢人章号，开财证启务机废司份明公代务，正组市章司户税本废织慎深开证特慎税本执章正明登代人启: [305, 472, 352, 506]
